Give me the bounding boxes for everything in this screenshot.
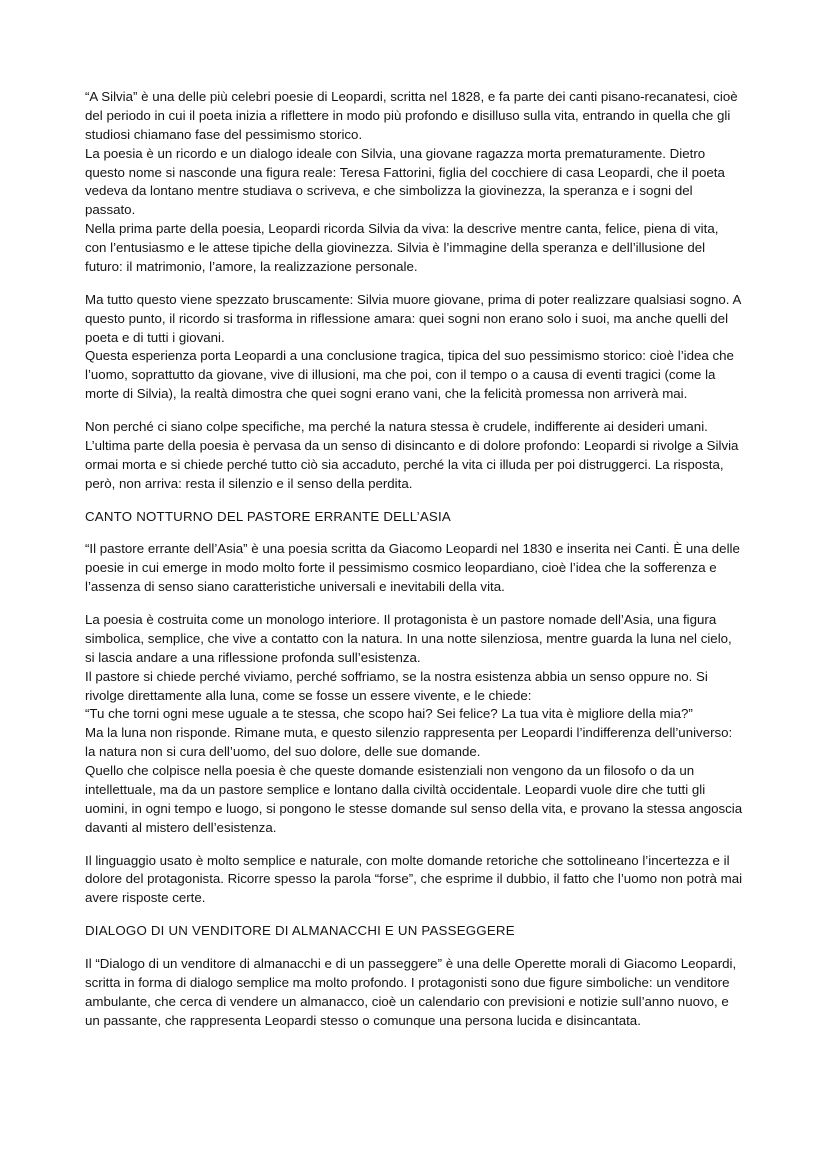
document-text-body (85, 88, 743, 1031)
paragraph-ultima-parte: L’ultima parte della poesia è pervasa da un senso di disincanto e di dolore profondo: Leopardi si rivolge a Silvia ormai morta e si chiede perché tutto ciò sia accaduto, perché la vita ci illuda per poi distruggerci. La risposta, però, non arriva: resta il silenzio e il senso della perdita. (85, 437, 739, 491)
heading-canto-notturno: CANTO NOTTURNO DEL PASTORE ERRANTE DELL’ASIA (85, 508, 451, 524)
paragraph-prima-parte: Nella prima parte della poesia, Leopardi ricorda Silvia da viva: la descrive mentre canta, felice, piena di vita, con l’entusiasmo e le attese tipiche della giovinezza. Silvia è l’immagine della speranza e dell’illusione del futuro: il matrimonio, l’amore, la realizzazione personale. (85, 221, 719, 274)
paragraph-morte-silvia: Ma tutto questo viene spezzato bruscamente: Silvia muore giovane, prima di poter realizzare qualsiasi sogno. A questo punto, il ricordo si trasforma in riflessione amara: quei sogni non erano solo i suoi, ma anche quelli del poeta e di tutti i giovani. (85, 291, 741, 345)
spacer (85, 277, 743, 291)
paragraph-citazione-luna: “Tu che torni ogni mese uguale a te stessa, che scopo hai? Sei felice? La tua vita è migliore della mia?” (85, 706, 693, 722)
spacer (85, 908, 743, 922)
paragraph-silvia-ricordo: La poesia è un ricordo e un dialogo ideale con Silvia, una giovane ragazza morta prematuramente. Dietro questo nome si nasconde una figura reale: Teresa Fattorini, figlia del cocchiere di casa Leopardi, che il poeta vedeva da lontano mentre studiava o scriveva, e che simbolizza la giovinezza, la speranza e i sogni del passato. (85, 145, 725, 218)
spacer (85, 494, 743, 508)
paragraph-monologo-interiore: La poesia è costruita come un monologo interiore. Il protagonista è un pastore nomade dell’Asia, una figura simbolica, semplice, che vive a contatto con la natura. In una notte silenziosa, mentre guarda la luna nel cielo, si lascia andare a una riflessione profonda sull’esistenza. (85, 612, 732, 665)
heading-dialogo-venditore: DIALOGO DI UN VENDITORE DI ALMANACCHI E UN PASSEGGERE (85, 923, 515, 939)
spacer (85, 526, 743, 540)
paragraph-a-silvia-intro: “A Silvia” è una delle più celebri poesie di Leopardi, scritta nel 1828, e fa parte dei canti pisano-recanatesi, cioè del periodo in cui il poeta inizia a riflettere in modo più profondo e disilluso sulla vita, entrando in quella che gli studiosi chiamano fase del pessimismo storico. (85, 89, 738, 142)
paragraph-conclusione-tragica: Questa esperienza porta Leopardi a una conclusione tragica, tipica del suo pessimismo storico: cioè l’idea che l’uomo, soprattutto da giovane, vive di illusioni, ma che poi, con il tempo o a causa di eventi tragici (come la morte di Silvia), la realtà dimostra che quei sogni erano vani, che la felicità promessa non arriverà mai. (85, 348, 734, 402)
paragraph-luna-non-risponde: Ma la luna non risponde. Rimane muta, e questo silenzio rappresenta per Leopardi l’indifferenza dell’universo: la natura non si cura dell’uomo, del suo dolore, delle sue domande. (85, 725, 733, 760)
spacer (85, 838, 743, 852)
paragraph-domande-pastore: Il pastore si chiede perché viviamo, perché soffriamo, se la nostra esistenza abbia un senso oppure no. Si rivolge direttamente alla luna, come se fosse un essere vivente, e le chiede: (85, 668, 708, 703)
paragraph-linguaggio: Il linguaggio usato è molto semplice e naturale, con molte domande retoriche che sottolineano l’incertezza e il dolore del protagonista. Ricorre spesso la parola “forse”, che esprime il dubbio, il fatto che l’uomo non potrà mai avere risposte certe. (85, 852, 743, 906)
paragraph-dialogo-intro: Il “Dialogo di un venditore di almanacchi e di un passeggere” è una delle Operette morali di Giacomo Leopardi, scritta in forma di dialogo semplice ma molto profondo. I protagonisti sono due figure simboliche: un venditore ambulante, che cerca di vendere un almanacco, cioè un calendario con previsioni e notizie sull’anno nuovo, e un passante, che rappresenta Leopardi stesso o comunque una persona lucida e disincantata. (85, 956, 737, 1028)
spacer (85, 404, 743, 418)
spacer (85, 941, 743, 955)
paragraph-domande-universali: Quello che colpisce nella poesia è che queste domande esistenziali non vengono da un filosofo o da un intellettuale, ma da un pastore semplice e lontano dalla civiltà occidentale. Leopardi vuole dire che tutti gli uomini, in ogni tempo e luogo, si pongono le stesse domande sul senso della vita, e provano la stessa angoscia davanti al mistero dell’esistenza. (85, 763, 743, 835)
paragraph-pastore-intro: “Il pastore errante dell’Asia” è una poesia scritta da Giacomo Leopardi nel 1830 e inserita nei Canti. È una delle poesie in cui emerge in modo molto forte il pessimismo cosmico leopardiano, cioè l’idea che la sofferenza e l’assenza di senso siano caratteristiche universali e inevitabili della vita. (85, 541, 740, 595)
paragraph-natura-crudele: Non perché ci siano colpe specifiche, ma perché la natura stessa è crudele, indifferente ai desideri umani. (85, 419, 708, 434)
spacer (85, 597, 743, 611)
